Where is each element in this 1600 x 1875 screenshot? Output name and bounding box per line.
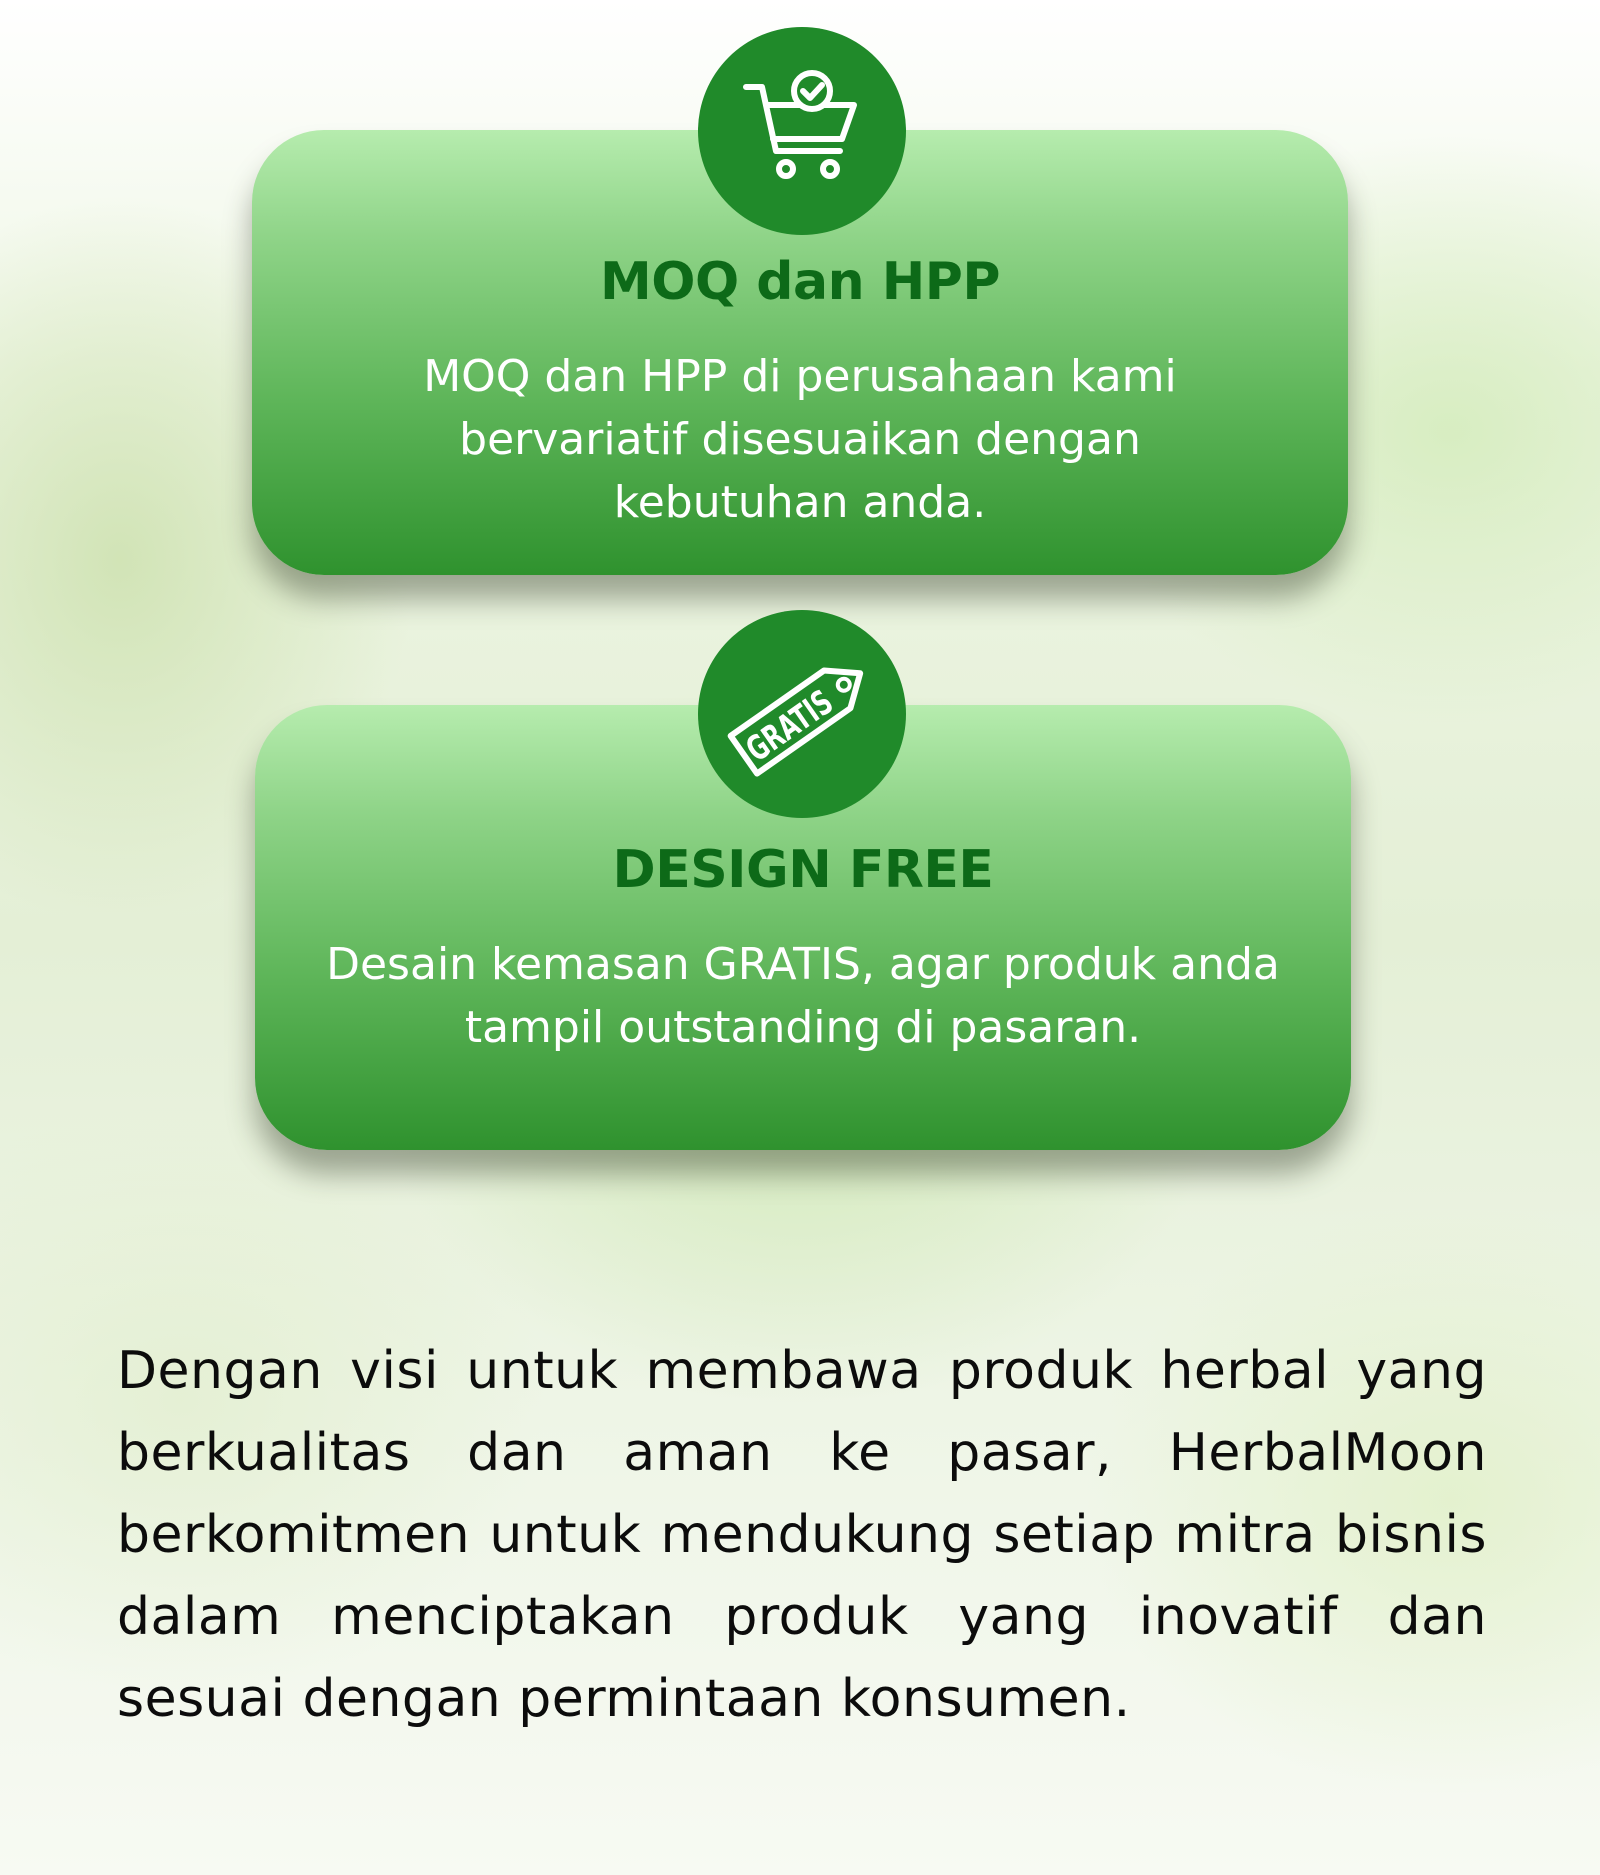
vision-paragraph: Dengan visi untuk membawa produk herbal yang berkualitas dan aman ke pasar, HerbalMoon berkomitmen untuk mendukung setiap mitra bisnis dalam menciptakan produk yang inovatif dan sesuai dengan permintaan konsumen. xyxy=(117,1341,1487,1729)
feature-title: DESIGN FREE xyxy=(612,840,994,900)
gratis-tag-text: GRATIS xyxy=(739,658,876,771)
gratis-tag-icon xyxy=(717,629,887,799)
cart-badge xyxy=(698,27,906,235)
gratis-badge xyxy=(698,610,906,818)
feature-description: Desain kemasan GRATIS, agar produk anda tampil outstanding di pasaran. xyxy=(326,939,1280,1053)
feature-description: MOQ dan HPP di perusahaan kami bervariatif disesuaikan dengan kebutuhan anda. xyxy=(423,351,1177,528)
shopping-cart-check-icon xyxy=(740,69,864,193)
feature-title: MOQ dan HPP xyxy=(600,252,1000,312)
